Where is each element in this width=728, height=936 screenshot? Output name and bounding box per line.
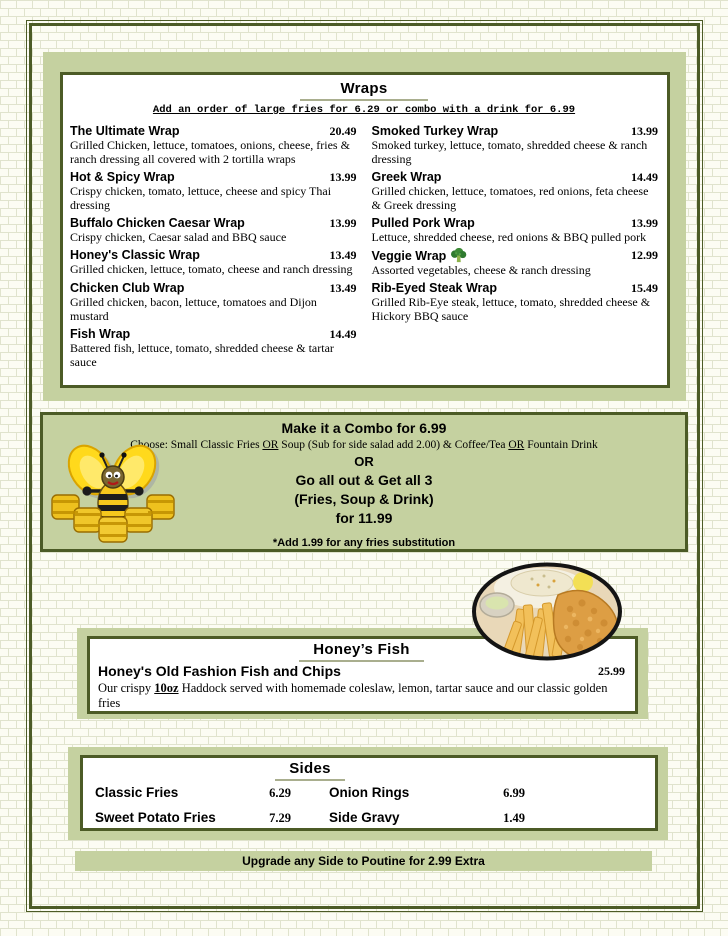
broccoli-icon — [450, 248, 467, 263]
menu-item-desc: Crispy chicken, Caesar salad and BBQ sauce — [70, 230, 287, 244]
combo-section — [40, 412, 688, 552]
combo-price-line: for 11.99 — [335, 510, 393, 526]
menu-item — [372, 124, 659, 170]
fish-and-chips-photo — [470, 561, 624, 662]
combo-go-all-out: Go all out & Get all 3 — [295, 472, 433, 488]
menu-item-price: 14.49 — [329, 327, 357, 341]
menu-item-desc: Grilled chicken, lettuce, tomatoes, red onions, feta cheese & Greek dressing — [371, 184, 649, 212]
wraps-subtitle: Add an order of large fries for 6.29 or combo with a drink for 6.99 — [152, 104, 576, 116]
menu-item-name: Fish Wrap — [70, 327, 131, 341]
menu-item — [70, 281, 357, 327]
menu-item — [372, 281, 659, 327]
menu-item-price: 13.99 — [329, 216, 357, 230]
menu-item-price: 1.49 — [503, 811, 525, 825]
menu-item-name: Smoked Turkey Wrap — [371, 124, 499, 138]
menu-item-price: 13.99 — [329, 170, 357, 184]
sides-section-title: Sides — [275, 760, 345, 781]
menu-item — [95, 810, 291, 826]
menu-item-desc: Grilled Rib-Eye steak, lettuce, tomato, shredded cheese & Hickory BBQ sauce — [371, 295, 651, 323]
menu-item — [70, 327, 357, 373]
menu-item-price: 7.29 — [269, 811, 291, 825]
menu-item-price: 15.49 — [631, 281, 658, 295]
menu-item-name: Classic Fries — [95, 785, 179, 800]
menu-item-name: Pulled Pork Wrap — [371, 216, 475, 230]
menu-item-name: Onion Rings — [329, 785, 410, 800]
menu-item — [70, 216, 357, 248]
menu-item-desc: Smoked turkey, lettuce, tomato, shredded cheese & ranch dressing — [371, 138, 648, 166]
menu-item-price: 13.49 — [329, 281, 357, 295]
menu-item — [95, 785, 291, 801]
menu-item — [70, 170, 357, 216]
menu-item-name: Greek Wrap — [371, 170, 442, 184]
menu-item-name: Hot & Spicy Wrap — [70, 170, 175, 184]
menu-item-desc: Grilled chicken, bacon, lettuce, tomatoes and Dijon mustard — [70, 295, 317, 323]
menu-item — [329, 785, 525, 801]
menu-item-desc: Crispy chicken, tomato, lettuce, cheese and spicy Thai dressing — [70, 184, 332, 212]
menu-item-price: 6.99 — [503, 786, 525, 800]
menu-item — [372, 216, 659, 248]
combo-title: Make it a Combo for 6.99 — [281, 420, 447, 436]
combo-footnote: *Add 1.99 for any fries substitution — [272, 537, 456, 549]
menu-item-price: 14.49 — [631, 170, 658, 184]
menu-item-price: 12.99 — [631, 248, 658, 262]
menu-item-name: Veggie Wrap — [371, 248, 447, 263]
menu-item-desc: Grilled chicken, lettuce, tomato, cheese and ranch dressing — [70, 262, 353, 276]
menu-item-price: 13.49 — [329, 248, 357, 262]
fish-section-title: Honey’s Fish — [299, 641, 423, 662]
menu-item-price: 13.99 — [631, 124, 658, 138]
sides-item-grid — [95, 785, 525, 835]
menu-item-desc: Our crispy 10oz Haddock served with homemade coleslaw, lemon, tartar sauce and our classic golden fries — [98, 681, 608, 710]
menu-item-desc: Grilled Chicken, lettuce, tomatoes, onions, cheese, fries & ranch dressing all covered with 2 tortilla wraps — [70, 138, 350, 166]
menu-item — [372, 248, 659, 281]
sides-section — [80, 755, 658, 831]
menu-item-desc: Lettuce, shredded cheese, red onions & BBQ pulled pork — [371, 230, 647, 244]
menu-item-name: Buffalo Chicken Caesar Wrap — [70, 216, 245, 230]
menu-item-price: 6.29 — [269, 786, 291, 800]
menu-item-name: Side Gravy — [329, 810, 400, 825]
combo-or: OR — [354, 454, 374, 469]
menu-item-price: 20.49 — [329, 124, 357, 138]
menu-item-desc: Battered fish, lettuce, tomato, shredded cheese & tartar sauce — [70, 341, 334, 369]
menu-item-name: The Ultimate Wrap — [70, 124, 180, 138]
combo-items-line: (Fries, Soup & Drink) — [294, 491, 434, 507]
menu-item — [70, 248, 357, 281]
menu-item-price: 13.99 — [631, 216, 658, 230]
menu-item-price: 25.99 — [598, 664, 625, 678]
menu-item-name: Chicken Club Wrap — [70, 281, 185, 295]
poutine-upgrade-banner: Upgrade any Side to Poutine for 2.99 Extra — [75, 851, 652, 871]
wraps-section-title: Wraps — [300, 80, 427, 101]
menu-item — [70, 124, 357, 170]
menu-item — [372, 170, 659, 216]
wraps-item-grid — [70, 124, 658, 373]
menu-item-name: Honey's Old Fashion Fish and Chips — [98, 663, 341, 679]
menu-item-name: Sweet Potato Fries — [95, 810, 216, 825]
menu-item-name: Honey's Classic Wrap — [70, 248, 200, 262]
menu-item-name: Rib-Eyed Steak Wrap — [371, 281, 498, 295]
menu-item-desc: Assorted vegetables, cheese & ranch dressing — [371, 263, 591, 277]
combo-choose-line: Choose: Small Classic Fries OR Soup (Sub for side salad add 2.00) & Coffee/Tea OR Fountain Drink — [130, 439, 598, 451]
menu-item — [329, 810, 525, 826]
wraps-section — [60, 72, 670, 388]
bee-with-honey-pots-mascot — [51, 439, 175, 545]
